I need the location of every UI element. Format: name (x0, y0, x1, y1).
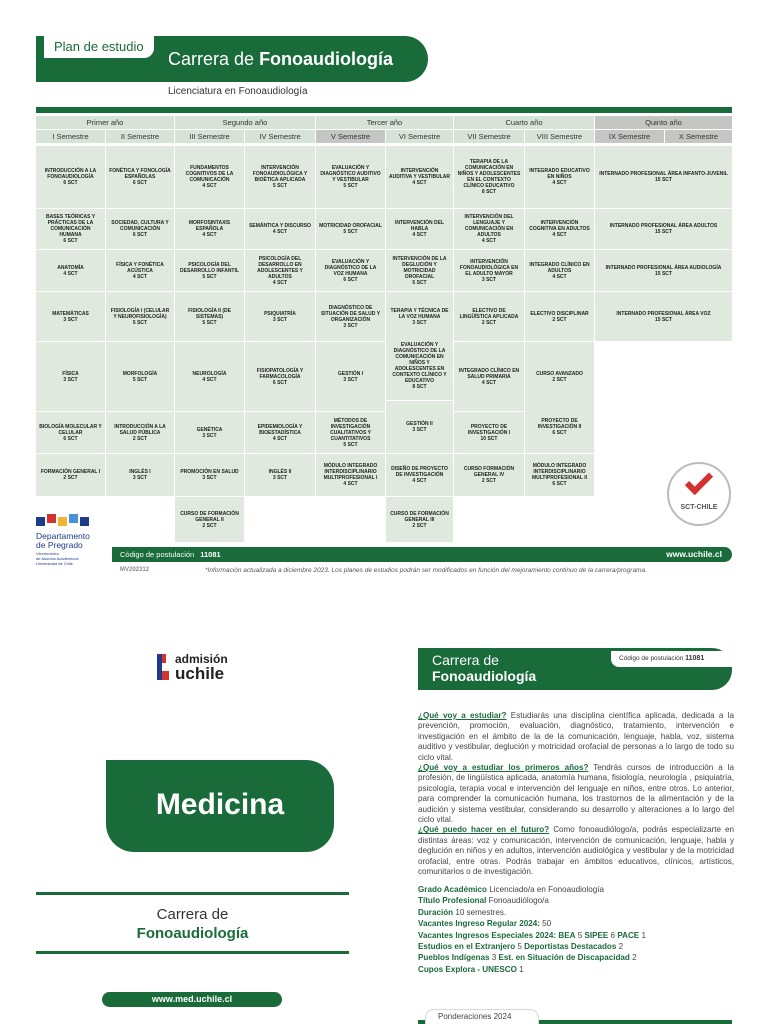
course-credits: 2 SCT (63, 475, 78, 481)
course-cell (175, 146, 244, 208)
course-name: ANATOMÍA (57, 264, 84, 271)
course-name: INTRODUCCIÓN A LA SALUD PÚBLICA (114, 423, 166, 436)
course-cell (245, 342, 315, 411)
course-cell (316, 146, 385, 208)
page-title (168, 48, 393, 70)
course-cell (36, 250, 105, 291)
version-code: MV202312 (120, 567, 150, 573)
internado-name: INTERNADO PROFESIONAL ÁREA ADULTOS (609, 223, 718, 229)
course-credits: 4 SCT (132, 273, 148, 280)
course-credits: 6 SCT (132, 232, 148, 238)
course-credits: 3 SCT (343, 376, 358, 383)
course-credits: 4 SCT (412, 478, 427, 484)
dept-subtitle: Vicerrectoría de Asuntos Académicos Universidad de Chile (36, 551, 79, 566)
plan-de-estudio-label: Plan de estudio (44, 36, 154, 58)
course-name: FÍSICA (62, 370, 79, 377)
year-header: Cuarto año (454, 116, 594, 130)
semester-header: VIII Semestre (525, 130, 594, 144)
logo-squares (36, 517, 96, 526)
course-name: CURSO DE FORMACIÓN GENERAL III (390, 510, 449, 523)
course-credits: 5 SCT (132, 376, 148, 383)
course-cell (175, 454, 244, 496)
course-name: INTEGRADO CLÍNICO EN SALUD PRIMARIA (458, 367, 520, 380)
course-name: INTERVENCIÓN COGNITIVA EN ADULTOS (529, 220, 590, 232)
course-cell (454, 209, 524, 249)
course-name: TERAPIA DE LA COMUNICACIÓN EN NIÑOS Y ADOLESCENTES EN EL CONTEXTO CLÍNICO EDUCATIVO (457, 159, 521, 189)
course-cell (106, 454, 174, 496)
year-header-row (36, 116, 732, 130)
course-cell (316, 412, 385, 453)
course-cell (386, 454, 453, 496)
course-credits: 6 SCT (272, 379, 288, 386)
course-cell (386, 332, 453, 400)
faq-first-years: ¿Qué voy a estudiar los primeros años? Tendrás cursos de introducción a la profesión, de lingüística aplicada, anatomía humana, fisiología, neurología , psiquiatría, psicología, terapia vocal e intervención del lenguaje en niños, entre otros. Lo anterior, para comprender la comunicación humana, los trastornos de la alimentación y de la audición y sistema vestibular, considerando su desarrollo y alteraciones a lo largo del ciclo vital. (418, 763, 734, 825)
internado-credits: 15 SCT (655, 270, 672, 277)
course-credits: 2 SCT (412, 522, 427, 529)
course-cell (454, 292, 524, 341)
course-credits: 6 SCT (63, 180, 78, 186)
course-cell (454, 454, 524, 496)
internado-cell (595, 250, 732, 291)
year-header: Tercer año (316, 116, 453, 130)
course-credits: 3 SCT (202, 432, 217, 439)
sct-logo-text: SCT-CHILE (680, 504, 718, 511)
course-name: CURSO FORMACIÓN GENERAL IV (463, 466, 515, 478)
course-cell (454, 146, 524, 208)
course-name: DISEÑO DE PROYECTO DE INVESTIGACIÓN (391, 466, 448, 478)
year-header: Primer año (36, 116, 174, 130)
career-header-name: Fonoaudiología (432, 668, 537, 684)
course-name: CURSO AVANZADO (536, 370, 583, 377)
course-credits: 3 SCT (63, 316, 78, 323)
course-credits: 5 SCT (343, 183, 358, 189)
course-credits: 5 SCT (272, 183, 288, 189)
degree-subtitle: Licenciatura en Fonoaudiología (168, 86, 308, 97)
course-credits: 4 SCT (481, 379, 497, 386)
course-cell (245, 209, 315, 249)
career-facts (418, 884, 734, 975)
course-cell (386, 146, 453, 208)
course-name: NEUROLOGÍA (192, 370, 227, 377)
course-name: INGLÉS I (129, 469, 151, 475)
course-name: INGLÉS II (268, 469, 292, 475)
internado-name: INTERNADO PROFESIONAL ÁREA VOZ (616, 310, 711, 317)
course-name: INTERVENCIÓN DEL HABLA (394, 220, 445, 232)
update-note: *Información actualizada a diciembre 2023. Los planes de estudios podrán ser modificados en función del mejoramiento continuo de la carrera/programa. (205, 567, 647, 574)
course-name: MOTRICIDAD OROFACIAL (319, 223, 382, 229)
course-name: MATEMÁTICAS (52, 310, 89, 317)
course-name: DIAGNÓSTICO DE SITUACIÓN DE SALUD Y ORGANIZACIÓN (320, 304, 381, 323)
course-name: MÓDULO INTEGRADO INTERDISCIPLINARIO MULTIPROFESIONAL I (323, 463, 378, 481)
semester-header: I Semestre (36, 130, 105, 144)
course-credits: 5 SCT (343, 441, 358, 448)
course-credits: 4 SCT (202, 376, 217, 383)
course-name: FORMACIÓN GENERAL I (40, 469, 101, 475)
course-credits: 4 SCT (272, 229, 288, 235)
course-cell (36, 342, 105, 411)
divider (36, 892, 349, 895)
course-credits: 5 SCT (343, 229, 358, 235)
course-credits: 6 SCT (343, 276, 358, 283)
course-cell (525, 250, 594, 291)
course-cell (175, 497, 244, 542)
departamento-pregrado-logo (36, 517, 96, 566)
uchile-mark-icon (157, 654, 169, 680)
course-cell (175, 250, 244, 291)
course-credits: 4 SCT (63, 270, 78, 277)
fact-line: Grado Académico Licenciado/a en Fonoaudiología (418, 885, 604, 894)
course-credits: 3 SCT (412, 427, 427, 433)
course-credits: 4 SCT (343, 481, 358, 487)
course-credits: 4 SCT (552, 180, 567, 186)
semester-header: II Semestre (106, 130, 174, 144)
course-name: INTERVENCIÓN AUDITIVA Y VESTIBULAR (389, 168, 450, 180)
faculty-badge (106, 760, 334, 852)
fact-line: Vacantes Ingresos Especiales 2024: BEA 5 SIPEE 6 PACE 1 (418, 930, 646, 940)
course-cell (106, 342, 174, 411)
course-name: EVALUACIÓN Y DIAGNÓSTICO DE LA COMUNICACIÓN EN NIÑOS Y ADOLESCENTES EN CONTEXTO CLÍNICO Y EDUCATIVO (392, 342, 447, 384)
course-name: PSICOLOGÍA DEL DESARROLLO EN ADOLESCENTES Y ADULTOS (257, 255, 303, 280)
carrera-label: Carrera de (156, 906, 229, 923)
course-cell (245, 454, 315, 496)
course-credits: 3 SCT (272, 475, 288, 481)
course-credits: 3 SCT (272, 316, 288, 323)
title-career: Fonoaudiología (259, 49, 394, 69)
course-name: INTERVENCIÓN DE LA DEGLUCIÓN Y MOTRICIDAD OROFACIAL (392, 255, 447, 280)
course-name: PSIQUIATRÍA (264, 310, 296, 317)
course-credits: 5 SCT (412, 279, 427, 286)
course-name: PROMOCIÓN EN SALUD (180, 469, 239, 475)
semester-header: III Semestre (175, 130, 244, 144)
course-cell (454, 250, 524, 291)
course-credits: 6 SCT (552, 481, 567, 487)
course-cell (525, 292, 594, 341)
course-cell (316, 292, 385, 341)
course-credits: 6 SCT (132, 180, 148, 186)
course-credits: 2 SCT (552, 316, 567, 323)
course-name: BIOLOGÍA MOLECULAR Y CELULAR (39, 423, 102, 436)
internado-name: INTERNADO PROFESIONAL ÁREA INFANTO-JUVENIL (599, 171, 728, 177)
course-name: MORFOSINTAXIS ESPAÑOLA (188, 220, 231, 232)
year-header: Quinto año (595, 116, 732, 130)
course-name: PROYECTO DE INVESTIGACIÓN II (537, 418, 582, 430)
course-name: MÓDULO INTEGRADO INTERDISCIPLINARIO MULTIPROFESIONAL II (531, 463, 588, 481)
course-credits: 4 SCT (552, 232, 567, 238)
course-cell (36, 454, 105, 496)
course-cell (316, 250, 385, 291)
course-credits: 2 SCT (481, 319, 497, 326)
semester-header: VII Semestre (454, 130, 524, 144)
course-credits: 8 SCT (481, 189, 497, 195)
course-cell (36, 146, 105, 208)
faq-what-study: ¿Qué voy a estudiar? Estudiarás una disciplina científica aplicada, dedicada a la prevención, promoción, evaluación, diagnóstico, tratamiento, intervención e investigación en el ámbito de la de la comunicación, lenguaje, habla, voz, sistema auditivo y vestibular, deglución y motricidad orofacial de personas a lo largo de todo su ciclo vital. (418, 711, 734, 762)
course-credits: 5 SCT (202, 273, 217, 280)
course-credits: 4 SCT (272, 435, 288, 442)
course-credits: 6 SCT (552, 430, 567, 436)
course-credits: 4 SCT (272, 279, 288, 286)
course-credits: 5 SCT (132, 319, 148, 326)
course-credits: 3 SCT (132, 475, 148, 481)
course-credits: 2 SCT (132, 435, 148, 442)
fact-line: Duración 10 semestres. (418, 907, 507, 917)
course-name: INTEGRADO EDUCATIVO EN NIÑOS (529, 168, 590, 180)
course-cell (525, 146, 594, 208)
postulacion-bar (112, 547, 732, 562)
course-name: EVALUACIÓN Y DIAGNÓSTICO DE LA VOZ HUMANA (324, 258, 377, 277)
course-credits: 3 SCT (63, 376, 78, 383)
faculty-name: Medicina (155, 788, 285, 821)
course-name: TERAPIA Y TÉCNICA DE LA VOZ HUMANA (390, 307, 449, 320)
course-credits: 4 SCT (202, 183, 217, 189)
course-name: GESTIÓN II (406, 421, 433, 427)
course-name: INTERVENCIÓN FONOAUDIOLÓGICA Y BIOÉTICA APLICADA (252, 165, 308, 183)
semester-header: V Semestre (316, 130, 385, 144)
dept-name: Departamento de Pregrado (36, 531, 90, 550)
faq-future: ¿Qué puedo hacer en el futuro? Como fonoaudiólogo/a, podrás especializarte en distintas áreas: voz y comunicación, intervención de comunicación, lenguaje, habla y deglución en niños y en adultos, intervención audiológica y vestibular y de la motricidad orofacial, entre otras. Podrás trabajar en ámbitos educativos, clínicos, artísticos, comunitarios o de investigación. (418, 825, 734, 877)
course-cell (36, 209, 105, 249)
course-cell (454, 412, 524, 453)
internado-cell (595, 209, 732, 249)
fact-line: Estudios en el Extranjero 5 Deportistas Destacados 2 (418, 942, 624, 952)
internado-name: INTERNADO PROFESIONAL ÁREA AUDIOLOGÍA (605, 264, 722, 271)
internado-credits: 15 SCT (655, 229, 672, 235)
course-name: FISIOLOGÍA I (CELULAR Y NEUROFISIOLOGÍA) (110, 307, 170, 320)
course-name: GENÉTICA (196, 426, 223, 433)
course-name: FISIOPATOLOGÍA Y FARMACOLOGÍA (256, 367, 304, 380)
course-name: SEMÁNTICA Y DISCURSO (249, 223, 311, 229)
career-header-label: Carrera de (432, 652, 499, 668)
semester-header: VI Semestre (386, 130, 453, 144)
course-name: INTRODUCCIÓN A LA FONOAUDIOLOGÍA (44, 168, 97, 180)
semester-header-row (36, 130, 732, 144)
course-credits: 4 SCT (202, 232, 217, 238)
course-name: EVALUACIÓN Y DIAGNÓSTICO AUDITIVO Y VESTIBULAR (320, 165, 381, 183)
course-cell (454, 342, 524, 411)
course-name: CURSO DE FORMACIÓN GENERAL II (180, 510, 239, 523)
course-cell (106, 292, 174, 341)
course-name: MÉTODOS DE INVESTIGACIÓN CUALITATIVOS Y CUANTITATIVOS (330, 417, 371, 442)
course-credits: 6 SCT (63, 238, 78, 244)
ponderaciones-tab[interactable]: Ponderaciones 2024 (426, 1010, 538, 1024)
internado-credits: 15 SCT (655, 316, 672, 323)
course-name: ELECTIVO DE LINGÜÍSTICA APLICADA (459, 307, 519, 320)
fact-line: Pueblos Indígenas 3 Est. en Situación de Discapacidad 2 (418, 953, 637, 963)
course-credits: 4 SCT (481, 238, 497, 244)
internado-cell (595, 292, 732, 341)
course-credits: 3 SCT (481, 276, 497, 283)
course-name: PROYECTO DE INVESTIGACIÓN I (467, 423, 511, 436)
fact-line: Vacantes Ingreso Regular 2024: 50 (418, 919, 552, 929)
course-cell (106, 412, 174, 453)
course-name: FISIOLOGÍA II (DE SISTEMAS) (188, 307, 231, 320)
course-cell (316, 342, 385, 411)
course-cell (525, 209, 594, 249)
course-credits: 4 SCT (412, 180, 427, 186)
uchile-text: uchile (175, 664, 225, 683)
course-cell (245, 146, 315, 208)
course-cell (316, 209, 385, 249)
checkmark-icon (685, 467, 713, 495)
semester-header: X Semestre (665, 130, 732, 144)
internado-cell (595, 146, 732, 208)
fact-line: Título Profesional Fonoaudiólogo/a (418, 896, 549, 906)
career-header (418, 648, 732, 690)
course-name: ELECTIVO DISCIPLINAR (530, 310, 589, 317)
course-credits: 2 SCT (481, 478, 497, 484)
divider (36, 951, 349, 954)
title-prefix: Carrera de (168, 49, 255, 69)
course-credits: 3 SCT (412, 319, 427, 326)
course-credits: 5 SCT (202, 319, 217, 326)
course-credits: 2 SCT (202, 522, 217, 529)
course-name: FÍSICA Y FONÉTICA ACÚSTICA (116, 261, 164, 274)
course-cell (175, 209, 244, 249)
semester-header: IV Semestre (245, 130, 315, 144)
course-cell (175, 342, 244, 411)
semester-header: IX Semestre (595, 130, 664, 144)
course-cell (386, 497, 453, 542)
course-credits: 3 SCT (202, 475, 217, 481)
course-credits: 8 SCT (412, 384, 427, 390)
course-name: MORFOLOGÍA (122, 370, 158, 377)
sct-chile-logo (667, 462, 731, 526)
course-name: INTERVENCIÓN DEL LENGUAJE Y COMUNICACIÓN EN ADULTOS (464, 214, 514, 238)
course-name: FUNDAMENTOS COGNITIVOS DE LA COMUNICACIÓN (185, 165, 234, 183)
admision-text: admisión (175, 652, 228, 666)
uchile-link[interactable]: www.uchile.cl (666, 549, 722, 559)
fact-line: Cupos Explora - UNESCO 1 (418, 964, 524, 974)
career-description (418, 711, 734, 878)
course-credits: 10 SCT (480, 435, 498, 442)
course-credits: 4 SCT (412, 232, 427, 238)
course-cell (106, 146, 174, 208)
year-header: Segundo año (175, 116, 315, 130)
internado-credits: 15 SCT (655, 177, 672, 183)
course-cell (316, 454, 385, 496)
course-cell (245, 292, 315, 341)
course-cell (386, 209, 453, 249)
course-name: INTERVENCIÓN FONOAUDIOLÓGICA EN EL ADULTO MAYOR (459, 258, 519, 277)
postulacion-code-tag: Código de postulación 11081 (611, 651, 732, 667)
course-cell (106, 250, 174, 291)
course-cell (175, 412, 244, 453)
divider (36, 107, 732, 113)
course-cell (36, 292, 105, 341)
med-uchile-link[interactable]: www.med.uchile.cl (102, 992, 282, 1007)
course-cell (245, 412, 315, 453)
course-credits: 2 SCT (552, 376, 567, 383)
course-cell (386, 401, 453, 453)
course-name: BASES TEÓRICAS Y PRÁCTICAS DE LA COMUNICACIÓN HUMANA (45, 214, 96, 238)
postulacion-code: Código de postulación 11081 (120, 550, 221, 559)
course-cell (36, 412, 105, 453)
course-cell (175, 292, 244, 341)
course-credits: 6 SCT (63, 435, 78, 442)
course-cell (386, 250, 453, 291)
course-name: FONÉTICA Y FONOLOGÍA ESPAÑOLAS (109, 168, 171, 180)
course-cell (245, 250, 315, 291)
course-cell (106, 209, 174, 249)
course-name: EPIDEMIOLOGÍA Y BIOESTADÍSTICA (257, 423, 303, 436)
course-credits: 3 SCT (343, 322, 358, 329)
course-cell (525, 454, 594, 496)
course-name: INTEGRADO CLÍNICO EN ADULTOS (529, 261, 590, 274)
course-cell (525, 401, 594, 453)
course-name: GESTIÓN I (337, 370, 364, 377)
course-credits: 4 SCT (552, 273, 567, 280)
course-name: SOCIEDAD, CULTURA Y COMUNICACIÓN (111, 220, 169, 232)
carrera-name: Fonoaudiología (136, 925, 249, 942)
course-name: PSICOLOGÍA DEL DESARROLLO INFANTIL (180, 261, 239, 274)
